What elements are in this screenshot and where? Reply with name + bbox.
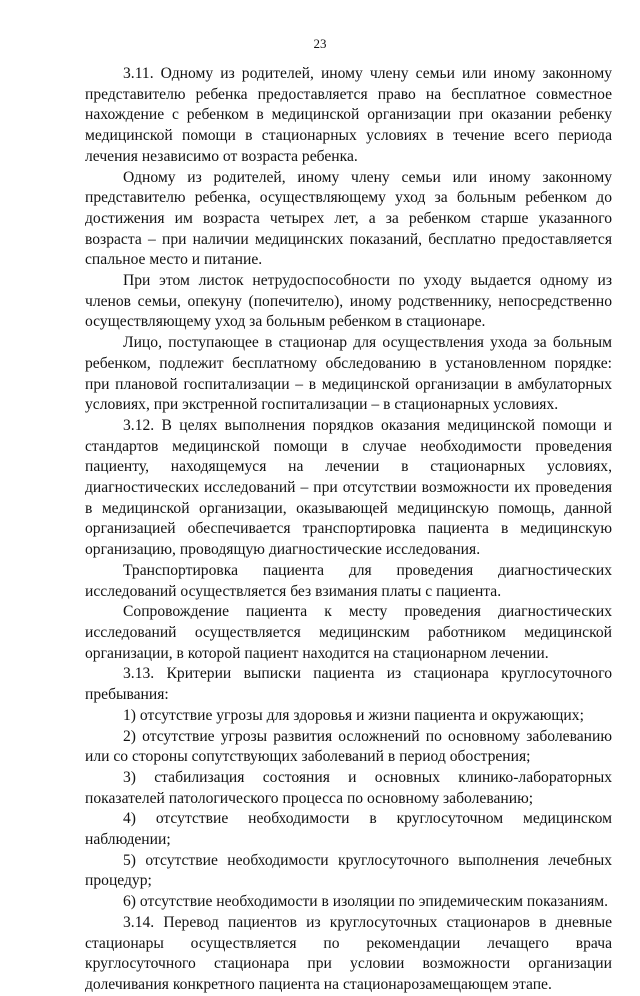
paragraph-sleeping-place: Одному из родителей, иному члену семьи или иному законному представителю ребенка, осуществляющему уход за больным ребенком до достижения им возраста четырех лет, а за ребенком старше указанного возраста – при наличии медицинских показаний, бесплатно предоставляется спальное место и питание. bbox=[85, 168, 612, 269]
document-body bbox=[85, 64, 612, 996]
paragraph-3-13: 3.13. Критерии выписки пациента из стационара круглосуточного пребывания: bbox=[85, 665, 612, 704]
paragraph-caregiver-examination: Лицо, поступающее в стационар для осуществления ухода за больным ребенком, подлежит бесплатному обследованию в установленном порядке: при плановой госпитализации – в медицинской организации в амбулаторных условиях, при экстренной госпитализации – в стационарных условиях. bbox=[85, 334, 612, 414]
list-item-3: 3) стабилизация состояния и основных клинико-лабораторных показателей патологического процесса по основному заболеванию; bbox=[85, 768, 612, 807]
paragraph-escort: Сопровождение пациента к месту проведения диагностических исследований осуществляется медицинским работником медицинской организации, в которой пациент находится на стационарном лечении. bbox=[85, 603, 612, 662]
paragraph-3-12: 3.12. В целях выполнения порядков оказания медицинской помощи и стандартов медицинской помощи в случае необходимости проведения пациенту, находящемуся на лечении в стационарных условиях, диагностических исследований – при отсутствии возможности их проведения в медицинской организации, оказывающей медицинскую помощь, данной организацией обеспечивается транспортировка пациента в медицинскую организацию, проводящую диагностические исследования. bbox=[85, 416, 612, 559]
paragraph-3-11: 3.11. Одному из родителей, иному члену семьи или иному законному представителю ребенка предоставляется право на бесплатное совместное нахождение с ребенком в медицинской организации при оказании ребенку медицинской помощи в стационарных условиях в течение всего периода лечения независимо от возраста ребенка. bbox=[85, 65, 612, 165]
list-item-5: 5) отсутствие необходимости круглосуточного выполнения лечебных процедур; bbox=[85, 851, 612, 890]
list-item-2: 2) отсутствие угрозы развития осложнений по основному заболеванию или со стороны сопутствующих заболеваний в период обострения; bbox=[85, 727, 612, 766]
list-item-1: 1) отсутствие угрозы для здоровья и жизни пациента и окружающих; bbox=[123, 706, 584, 724]
page-number: 23 bbox=[313, 36, 327, 51]
list-item-6: 6) отсутствие необходимости в изоляции по эпидемическим показаниям. bbox=[123, 893, 609, 911]
paragraph-sick-leave: При этом листок нетрудоспособности по уходу выдается одному из членов семьи, опекуну (попечителю), иному родственнику, непосредственно осуществляющему уход за больным ребенком в стационаре. bbox=[85, 272, 612, 331]
paragraph-transport-free: Транспортировка пациента для проведения диагностических исследований осуществляется без взимания платы с пациента. bbox=[85, 561, 612, 600]
paragraph-3-14: 3.14. Перевод пациентов из круглосуточных стационаров в дневные стационары осуществляется по рекомендации лечащего врача круглосуточного стационара при условии возможности организации долечивания конкретного пациента на стационарозамещающем этапе. bbox=[85, 913, 612, 993]
list-item-4: 4) отсутствие необходимости в круглосуточном медицинском наблюдении; bbox=[85, 810, 612, 849]
